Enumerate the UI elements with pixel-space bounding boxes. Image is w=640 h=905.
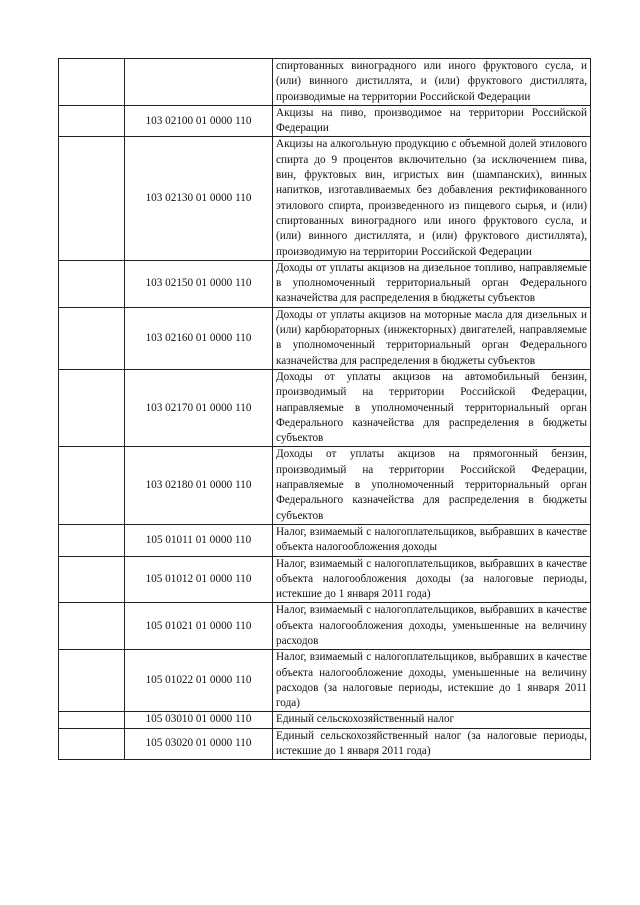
table-row bbox=[59, 556, 591, 603]
row-empty-cell bbox=[59, 59, 125, 106]
revenue-description-cell: Единый сельскохозяйственный налог bbox=[273, 712, 591, 728]
budget-code-cell: 105 01012 01 0000 110 bbox=[125, 556, 273, 603]
table-row bbox=[59, 603, 591, 650]
row-empty-cell bbox=[59, 650, 125, 712]
revenue-description-cell: Налог, взимаемый с налогоплательщиков, выбравших в качестве объекта налогообложения доходы (за налоговые периоды, истекшие до 1 января 2011 года) bbox=[273, 556, 591, 603]
revenue-description-cell: Налог, взимаемый с налогоплательщиков, выбравших в качестве объекта налогообложения доходы, уменьшенные на величину расходов bbox=[273, 603, 591, 650]
row-empty-cell bbox=[59, 524, 125, 556]
table-row bbox=[59, 712, 591, 728]
budget-code-cell: 103 02180 01 0000 110 bbox=[125, 447, 273, 524]
row-empty-cell bbox=[59, 260, 125, 307]
revenue-description-cell: Единый сельскохозяйственный налог (за налоговые периоды, истекшие до 1 января 2011 года) bbox=[273, 728, 591, 760]
row-empty-cell bbox=[59, 712, 125, 728]
budget-code-cell bbox=[125, 59, 273, 106]
budget-code-cell: 105 01011 01 0000 110 bbox=[125, 524, 273, 556]
budget-code-cell: 103 02170 01 0000 110 bbox=[125, 369, 273, 446]
revenue-description-cell: Доходы от уплаты акцизов на прямогонный бензин, производимый на территории Российской Федерации, направляемые в уполномоченный территориальный орган Федерального казначейства для распределения в бюджеты субъектов bbox=[273, 447, 591, 524]
budget-code-cell: 105 03020 01 0000 110 bbox=[125, 728, 273, 760]
row-empty-cell bbox=[59, 447, 125, 524]
revenue-description-cell: Доходы от уплаты акцизов на моторные масла для дизельных и (или) карбюраторных (инжекторных) двигателей, направляемые в уполномоченный территориальный орган Федерального казначейства для распределения в бюджеты субъектов bbox=[273, 307, 591, 369]
row-empty-cell bbox=[59, 105, 125, 137]
budget-code-cell: 103 02100 01 0000 110 bbox=[125, 105, 273, 137]
revenue-description-cell: Доходы от уплаты акцизов на автомобильный бензин, производимый на территории Российской Федерации, направляемые в уполномоченный территориальный орган Федерального казначейства для распределения в бюджеты субъектов bbox=[273, 369, 591, 446]
budget-code-cell: 103 02160 01 0000 110 bbox=[125, 307, 273, 369]
budget-code-cell: 103 02150 01 0000 110 bbox=[125, 260, 273, 307]
revenue-description-cell: Акцизы на пиво, производимое на территории Российской Федерации bbox=[273, 105, 591, 137]
revenue-description-cell: Налог, взимаемый с налогоплательщиков, выбравших в качестве объекта налогообложение доходы, уменьшенные на величину расходов (за налоговые периоды, истекшие до 1 января 2011 года) bbox=[273, 650, 591, 712]
table-row bbox=[59, 137, 591, 260]
row-empty-cell bbox=[59, 728, 125, 760]
row-empty-cell bbox=[59, 137, 125, 260]
revenue-codes-table bbox=[58, 58, 591, 760]
table-row bbox=[59, 369, 591, 446]
row-empty-cell bbox=[59, 603, 125, 650]
row-empty-cell bbox=[59, 556, 125, 603]
table-row bbox=[59, 728, 591, 760]
table-row bbox=[59, 260, 591, 307]
revenue-description-cell: спиртованных виноградного или иного фруктового сусла, и (или) винного дистиллята, и (или) фруктового дистиллята, производимые на территории Российской Федерации bbox=[273, 59, 591, 106]
row-empty-cell bbox=[59, 307, 125, 369]
row-empty-cell bbox=[59, 369, 125, 446]
budget-code-cell: 103 02130 01 0000 110 bbox=[125, 137, 273, 260]
table-row bbox=[59, 447, 591, 524]
budget-code-cell: 105 03010 01 0000 110 bbox=[125, 712, 273, 728]
revenue-description-cell: Акцизы на алкогольную продукцию с объемной долей этилового спирта до 9 процентов включительно (за исключением пива, вин, фруктовых вин, игристых вин (шампанских), винных напитков, изготавливаемых без добавления ректификованного этилового спирта, произведенного из пищевого сырья, и (или) спиртованных виноградного или иного фруктового сусла, и (или) винного дистиллята, и (или) фруктового дистиллята), производимую на территории Российской Федерации bbox=[273, 137, 591, 260]
table-row bbox=[59, 59, 591, 106]
table-row bbox=[59, 105, 591, 137]
table-row bbox=[59, 524, 591, 556]
budget-code-cell: 105 01021 01 0000 110 bbox=[125, 603, 273, 650]
revenue-description-cell: Доходы от уплаты акцизов на дизельное топливо, направляемые в уполномоченный территориальный орган Федерального казначейства для распределения в бюджеты субъектов bbox=[273, 260, 591, 307]
revenue-description-cell: Налог, взимаемый с налогоплательщиков, выбравших в качестве объекта налогообложения доходы bbox=[273, 524, 591, 556]
table-row bbox=[59, 650, 591, 712]
budget-code-cell: 105 01022 01 0000 110 bbox=[125, 650, 273, 712]
table-row bbox=[59, 307, 591, 369]
